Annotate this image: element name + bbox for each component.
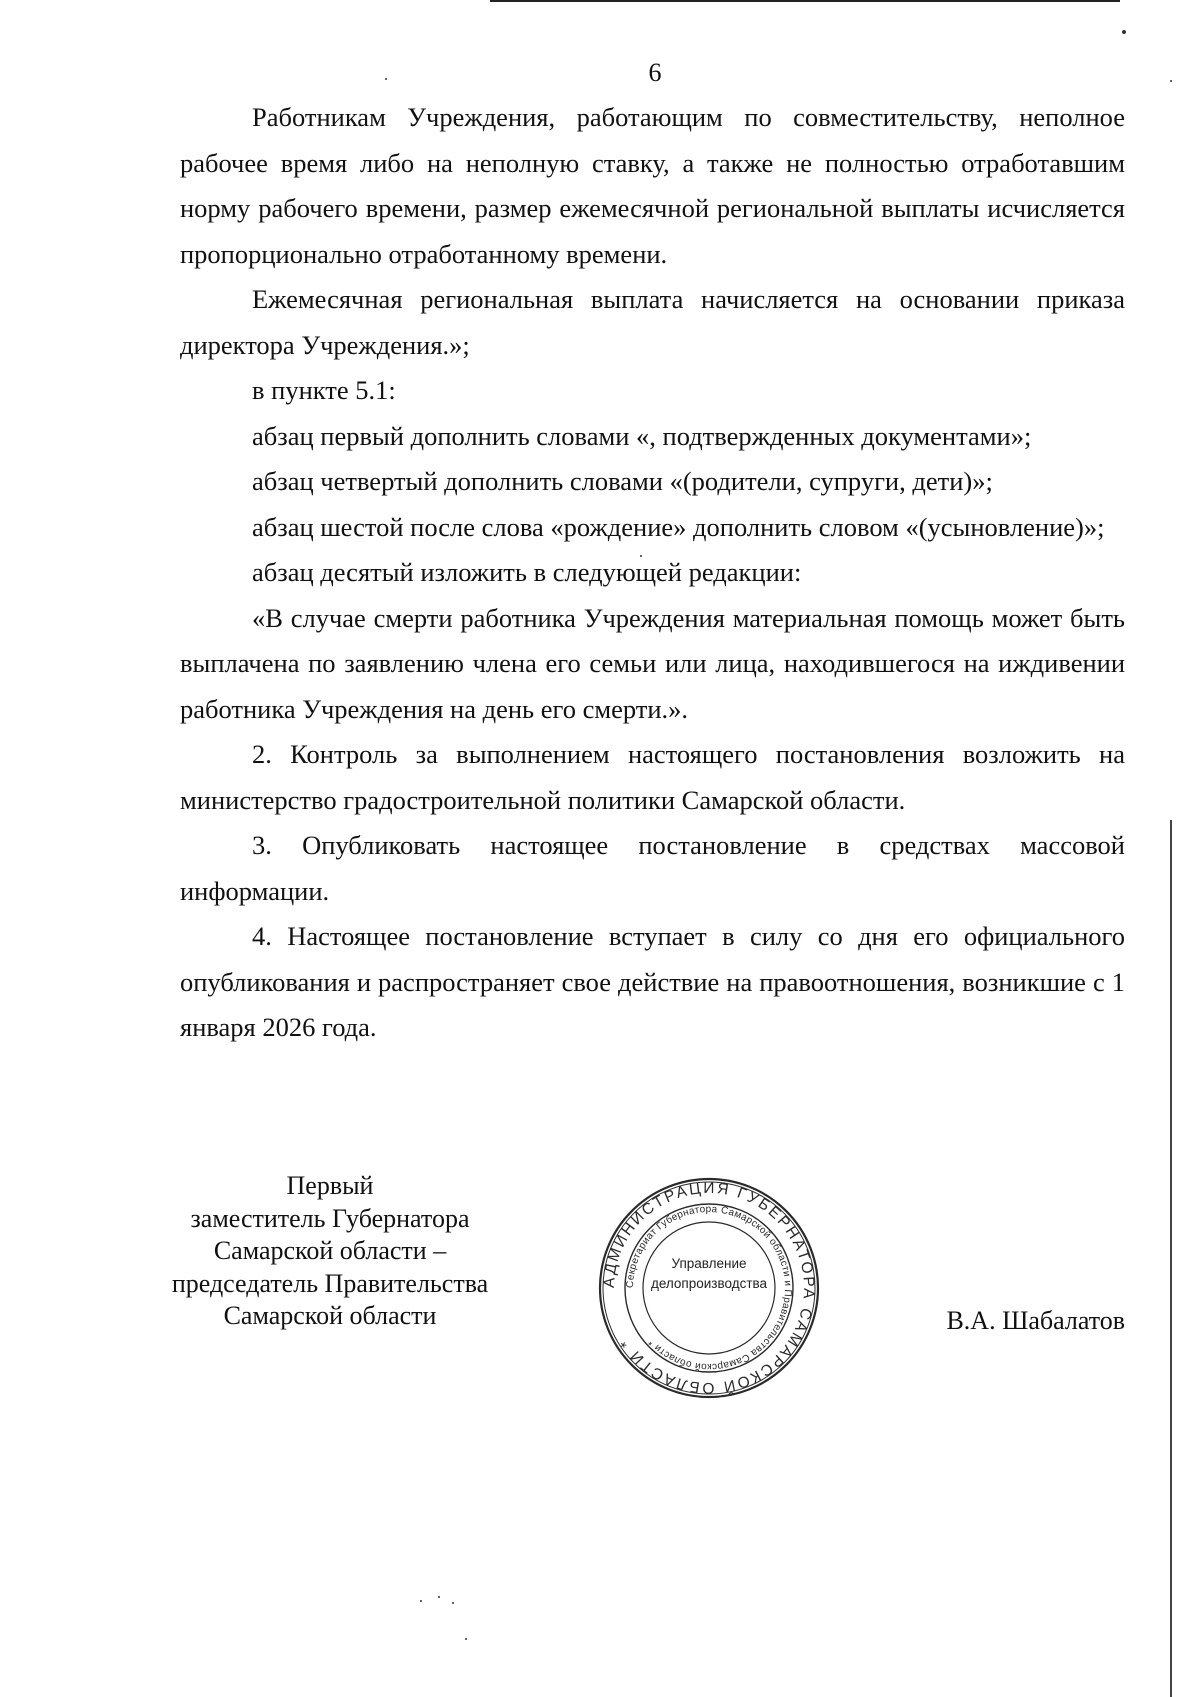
position-line: Первый: [286, 1171, 374, 1200]
scan-speck: [452, 1602, 454, 1604]
position-line: Самарской области –: [213, 1236, 447, 1265]
scan-speck: [420, 1600, 422, 1602]
paragraph-11: 4. Настоящее постановление вступает в силу со дня его официального опубликования и распространяет свое действие на правоотношения, возникшие с 1 января 2026 года.: [180, 921, 1125, 1042]
page-number: 6: [648, 58, 662, 87]
scan-speck: [385, 78, 387, 80]
paragraph-9: 2. Контроль за выполнением настоящего постановления возложить на министерство градостроительной политики Самарской области.: [180, 739, 1125, 815]
scan-speck: [465, 1638, 467, 1640]
scan-speck: [640, 555, 642, 557]
seal-center-line: делопроизводства: [650, 1276, 768, 1291]
signer-name: В.А. Шабалатов: [946, 1306, 1125, 1335]
scan-speck: [1170, 80, 1172, 82]
position-line: заместитель Губернатора: [190, 1203, 470, 1233]
scan-speck: [1122, 30, 1126, 34]
seal-outer-text: АДМИНИСТРАЦИЯ ГУБЕРНАТОРА САМАРСКОЙ ОБЛАСТИ *: [600, 1179, 818, 1397]
seal-inner-text: Секретариат Губернатора Самарской области и Правительства Самарской области *: [624, 1203, 794, 1373]
paragraph-6: абзац шестой после слова «рождение» дополнить словом «(усыновление)»;: [252, 511, 1105, 542]
document-body: [180, 95, 1125, 1051]
official-seal: [596, 1175, 822, 1401]
paragraph-5: абзац четвертый дополнить словами «(родители, супруги, дети)»;: [252, 466, 993, 496]
seal-center-line: Управление: [671, 1256, 747, 1271]
right-edge-line: [1170, 820, 1172, 1697]
position-line: Самарской области: [223, 1301, 437, 1330]
paragraph-1: Работникам Учреждения, работающим по совместительству, неполное рабочее время либо на неполную ставку, а также не полностью отработавшим норму рабочего времени, размер ежемесячной региональной выплаты исчисляется пропорционально отработанному времени.: [180, 102, 1125, 269]
scan-speck: [438, 1596, 440, 1598]
paragraph-7: абзац десятый изложить в следующей редакции:: [252, 557, 802, 587]
signature-position: [140, 1170, 520, 1333]
position-line: председатель Правительства: [171, 1268, 489, 1298]
paragraph-2: Ежемесячная региональная выплата начисляется на основании приказа директора Учреждения.»;: [180, 284, 1125, 360]
paragraph-10: 3. Опубликовать настоящее постановление в средствах массовой информации.: [180, 830, 1125, 906]
seal-center-text: [640, 1254, 778, 1304]
paragraph-3: в пункте 5.1:: [252, 375, 396, 405]
paragraph-8: «В случае смерти работника Учреждения материальная помощь может быть выплачена по заявлению члена его семьи или лица, находившегося на иждивении работника Учреждения на день его смерти.».: [180, 602, 1125, 724]
top-border-line: [490, 0, 1120, 2]
paragraph-4: абзац первый дополнить словами «, подтвержденных документами»;: [252, 420, 1032, 451]
